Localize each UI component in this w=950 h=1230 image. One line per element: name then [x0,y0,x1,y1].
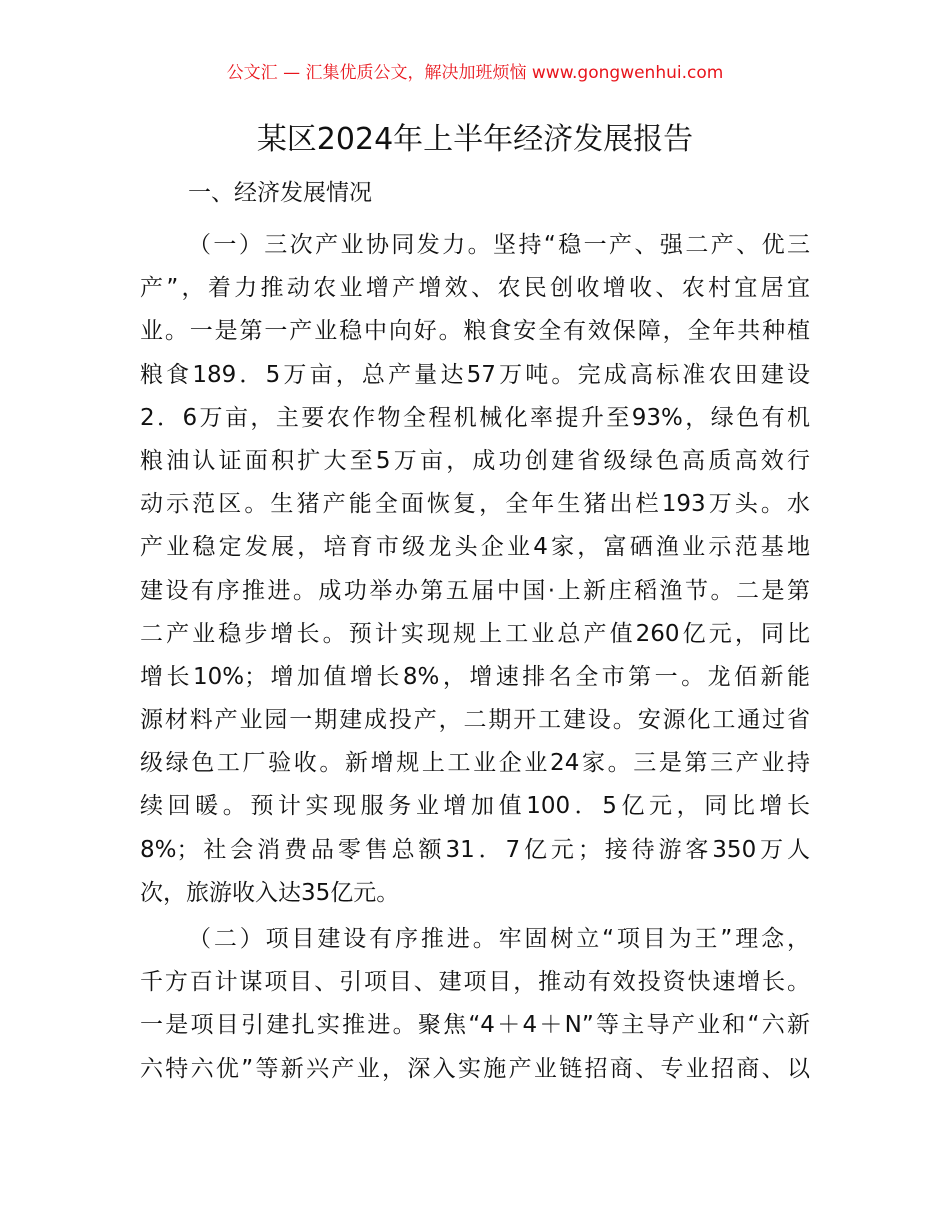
text-line: （二）项目建设有序推进。牢固树立“项目为王”理念， [188,926,810,952]
text-line: 建设有序推进。成功举办第五届中国·上新庄稻渔节。二是第 [140,577,810,604]
text-line: 源材料产业园一期建成投产，二期开工建设。安源化工通过省 [140,707,810,734]
text-line: 业。一是第一产业稳中向好。粮食安全有效保障，全年共种植 [140,318,810,345]
text-line: 续回暖。预计实现服务业增加值100．5亿元，同比增长 [140,793,810,820]
text-line: 二产业稳步增长。预计实现规上工业总产值260亿元，同比 [140,620,810,647]
text-line: 级绿色工厂验收。新增规上工业企业24家。三是第三产业持 [140,750,810,777]
text-line: 次，旅游收入达35亿元。 [140,879,400,906]
text-line: 一是项目引建扎实推进。聚焦“4＋4＋N”等主导产业和“六新 [140,1012,810,1039]
section-heading: 一、经济发展情况 [188,180,372,206]
text-line: 六特六优”等新兴产业，深入实施产业链招商、专业招商、以 [140,1055,810,1082]
text-line: （一）三次产业协同发力。坚持“稳一产、强二产、优三 [188,232,810,258]
document-title: 某区2024年上半年经济发展报告 [256,122,694,157]
paragraph-industries [140,224,810,915]
text-line: 产”，着力推动农业增产增效、农民创收增收、农村宜居宜 [140,275,810,302]
text-line: 增长10%；增加值增长8%，增速排名全市第一。龙佰新能 [140,663,810,690]
text-line: 2．6万亩，主要农作物全程机械化率提升至93%，绿色有机 [140,404,810,431]
text-line: 粮食189．5万亩，总产量达57万吨。完成高标准农田建设 [140,361,810,388]
text-line: 粮油认证面积扩大至5万亩，成功创建省级绿色高质高效行 [140,447,810,474]
text-line: 动示范区。生猪产能全面恢复，全年生猪出栏193万头。水 [140,491,810,518]
paragraph-projects [140,918,810,1091]
text-line: 产业稳定发展，培育市级龙头企业4家，富硒渔业示范基地 [140,534,810,561]
text-line: 千方百计谋项目、引项目、建项目，推动有效投资快速增长。 [140,969,810,996]
watermark-banner: 公文汇 — 汇集优质公文，解决加班烦恼 www.gongwenhui.com [226,63,724,83]
text-line: 8%；社会消费品零售总额31．7亿元；接待游客350万人 [140,836,810,863]
